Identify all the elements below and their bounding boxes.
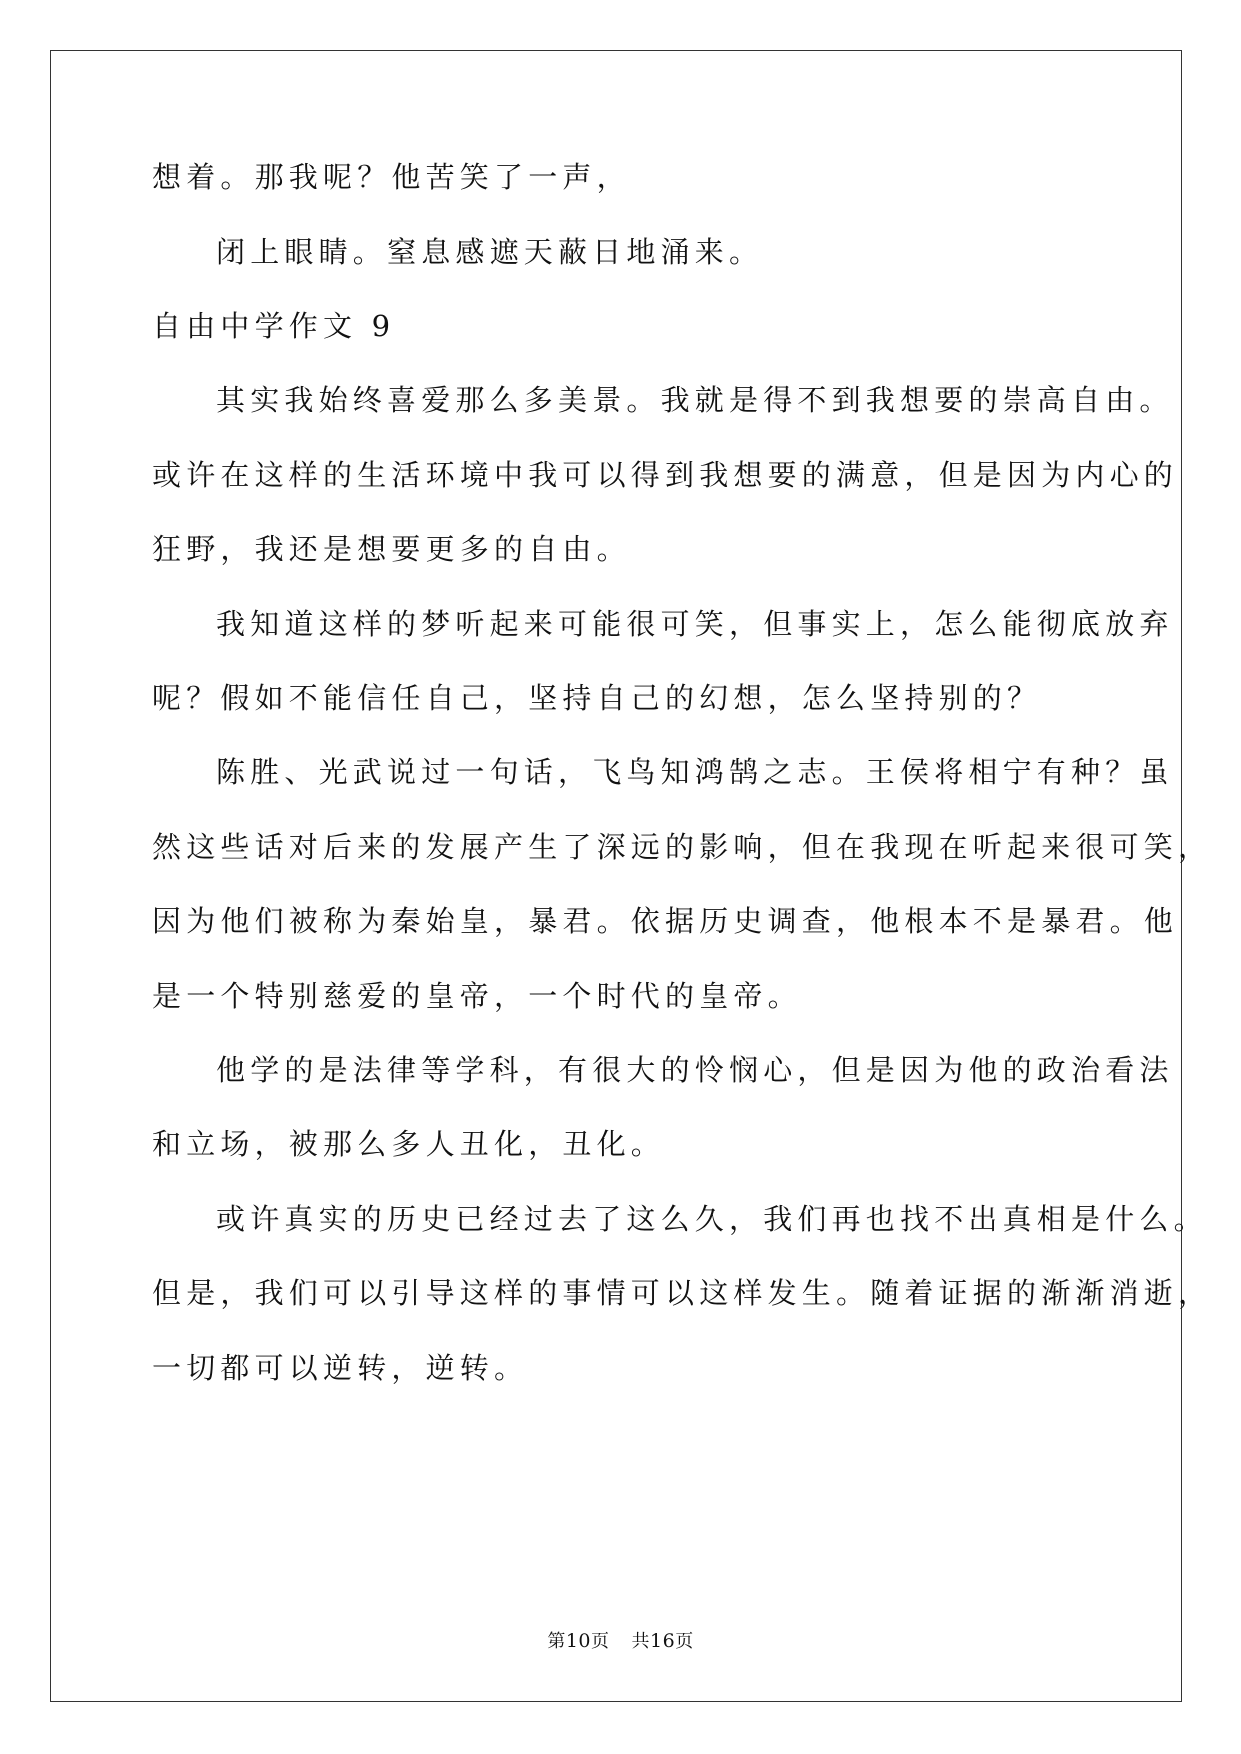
text-line: 闭上眼睛。窒息感遮天蔽日地涌来。 — [216, 235, 764, 269]
text-line: 因为他们被称为秦始皇，暴君。依据历史调查，他根本不是暴君。他 — [152, 904, 1179, 938]
text-line: 和立场，被那么多人丑化，丑化。 — [152, 1127, 666, 1161]
text-line: 狂野，我还是想要更多的自由。 — [152, 532, 631, 566]
section-heading: 自由中学作文 9 — [152, 309, 396, 343]
text-line: 或许在这样的生活环境中我可以得到我想要的满意，但是因为内心的 — [152, 458, 1179, 492]
total-suffix: 页 — [675, 1631, 694, 1652]
page-border — [50, 50, 1182, 1702]
text-line: 但是，我们可以引导这样的事情可以这样发生。随着证据的渐渐消逝， — [152, 1276, 1213, 1310]
text-line: 然这些话对后来的发展产生了深远的影响，但在我现在听起来很可笑， — [152, 830, 1213, 864]
text-line: 想着。那我呢？他苦笑了一声， — [152, 160, 631, 194]
page-footer — [0, 1629, 1241, 1654]
text-line: 他学的是法律等学科，有很大的怜悯心，但是因为他的政治看法 — [216, 1053, 1174, 1087]
page-mid: 页 — [591, 1631, 610, 1652]
text-line: 呢？假如不能信任自己，坚持自己的幻想，怎么坚持别的？ — [152, 681, 1042, 715]
text-line: 我知道这样的梦听起来可能很可笑，但事实上，怎么能彻底放弃 — [216, 607, 1174, 641]
text-line: 陈胜、光武说过一句话，飞鸟知鸿鹄之志。王侯将相宁有种？虽 — [216, 755, 1174, 789]
text-line: 一切都可以逆转，逆转。 — [152, 1351, 529, 1385]
page-prefix: 第 — [547, 1631, 566, 1652]
page-total: 16 — [650, 1630, 676, 1652]
total-prefix: 共 — [631, 1631, 650, 1652]
text-line: 其实我始终喜爱那么多美景。我就是得不到我想要的崇高自由。 — [216, 383, 1174, 417]
page-current: 10 — [565, 1630, 591, 1652]
text-line: 是一个特别慈爱的皇帝，一个时代的皇帝。 — [152, 979, 802, 1013]
text-line: 或许真实的历史已经过去了这么久，我们再也找不出真相是什么。 — [216, 1202, 1208, 1236]
